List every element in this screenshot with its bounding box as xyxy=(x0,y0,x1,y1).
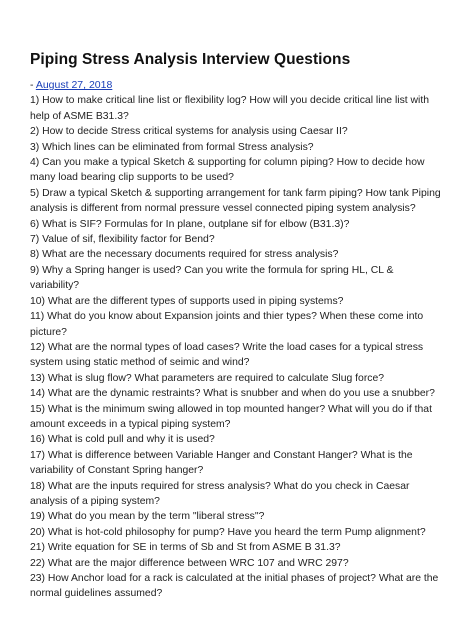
question-item: 9) Why a Spring hanger is used? Can you write the formula for spring HL, CL & variability? xyxy=(30,264,394,292)
date-line xyxy=(30,78,444,93)
question-item: 22) What are the major difference between WRC 107 and WRC 297? xyxy=(30,557,349,569)
question-item: 15) What is the minimum swing allowed in top mounted hanger? What will you do if that amount exceeds in a typical piping system? xyxy=(30,403,432,430)
question-item: 3) Which lines can be eliminated from formal Stress analysis? xyxy=(30,141,314,153)
question-item: 19) What do you mean by the term "liberal stress"? xyxy=(30,511,265,523)
question-item: 5) Draw a typical Sketch & supporting arrangement for tank farm piping? How tank Piping analysis is different from normal pressure vessel connected piping system analysis? xyxy=(30,187,441,215)
question-item: 23) How Anchor load for a rack is calculated at the initial phases of project? What are the normal guidelines assumed? xyxy=(30,573,439,600)
question-item: 7) Value of sif, flexibility factor for Bend? xyxy=(30,234,215,246)
question-item: 10) What are the different types of supports used in piping systems? xyxy=(30,295,344,307)
question-item: 12) What are the normal types of load cases? Write the load cases for a typical stress system using static method of seimic and wind? xyxy=(30,341,424,369)
question-item: 16) What is cold pull and why it is used? xyxy=(30,434,215,446)
question-item: 21) Write equation for SE in terms of Sb and St from ASME B 31.3? xyxy=(30,542,341,554)
date-link[interactable]: August 27, 2018 xyxy=(35,79,113,91)
question-item: 1) How to make critical line list or flexibility log? How will you decide critical line list with help of ASME B31.3? xyxy=(30,95,430,122)
question-item: 8) What are the necessary documents required for stress analysis? xyxy=(30,249,339,261)
date-prefix: - xyxy=(30,79,36,91)
question-item: 17) What is difference between Variable Hanger and Constant Hanger? What is the variability of Constant Spring hanger? xyxy=(30,449,413,477)
document-title: Piping Stress Analysis Interview Questions xyxy=(30,51,351,68)
question-item: 18) What are the inputs required for stress analysis? What do you check in Caesar analysis of a piping system? xyxy=(30,480,410,507)
question-item: 11) What do you know about Expansion joints and thier types? When these come into picture? xyxy=(30,311,424,338)
question-item: 6) What is SIF? Formulas for In plane, outplane sif for elbow (B31.3)? xyxy=(30,218,350,230)
question-item: 4) Can you make a typical Sketch & supporting for column piping? How to decide how many load bearing clip supports to be used? xyxy=(30,157,425,184)
question-item: 20) What is hot-cold philosophy for pump? Have you heard the term Pump alignment? xyxy=(30,526,426,538)
question-item: 13) What is slug flow? What parameters are required to calculate Slug force? xyxy=(30,372,385,384)
question-list xyxy=(30,93,444,601)
question-item: 2) How to decide Stress critical systems for analysis using Caesar II? xyxy=(30,126,348,138)
question-item: 14) What are the dynamic restraints? What is snubber and when do you use a snubber? xyxy=(30,388,435,400)
